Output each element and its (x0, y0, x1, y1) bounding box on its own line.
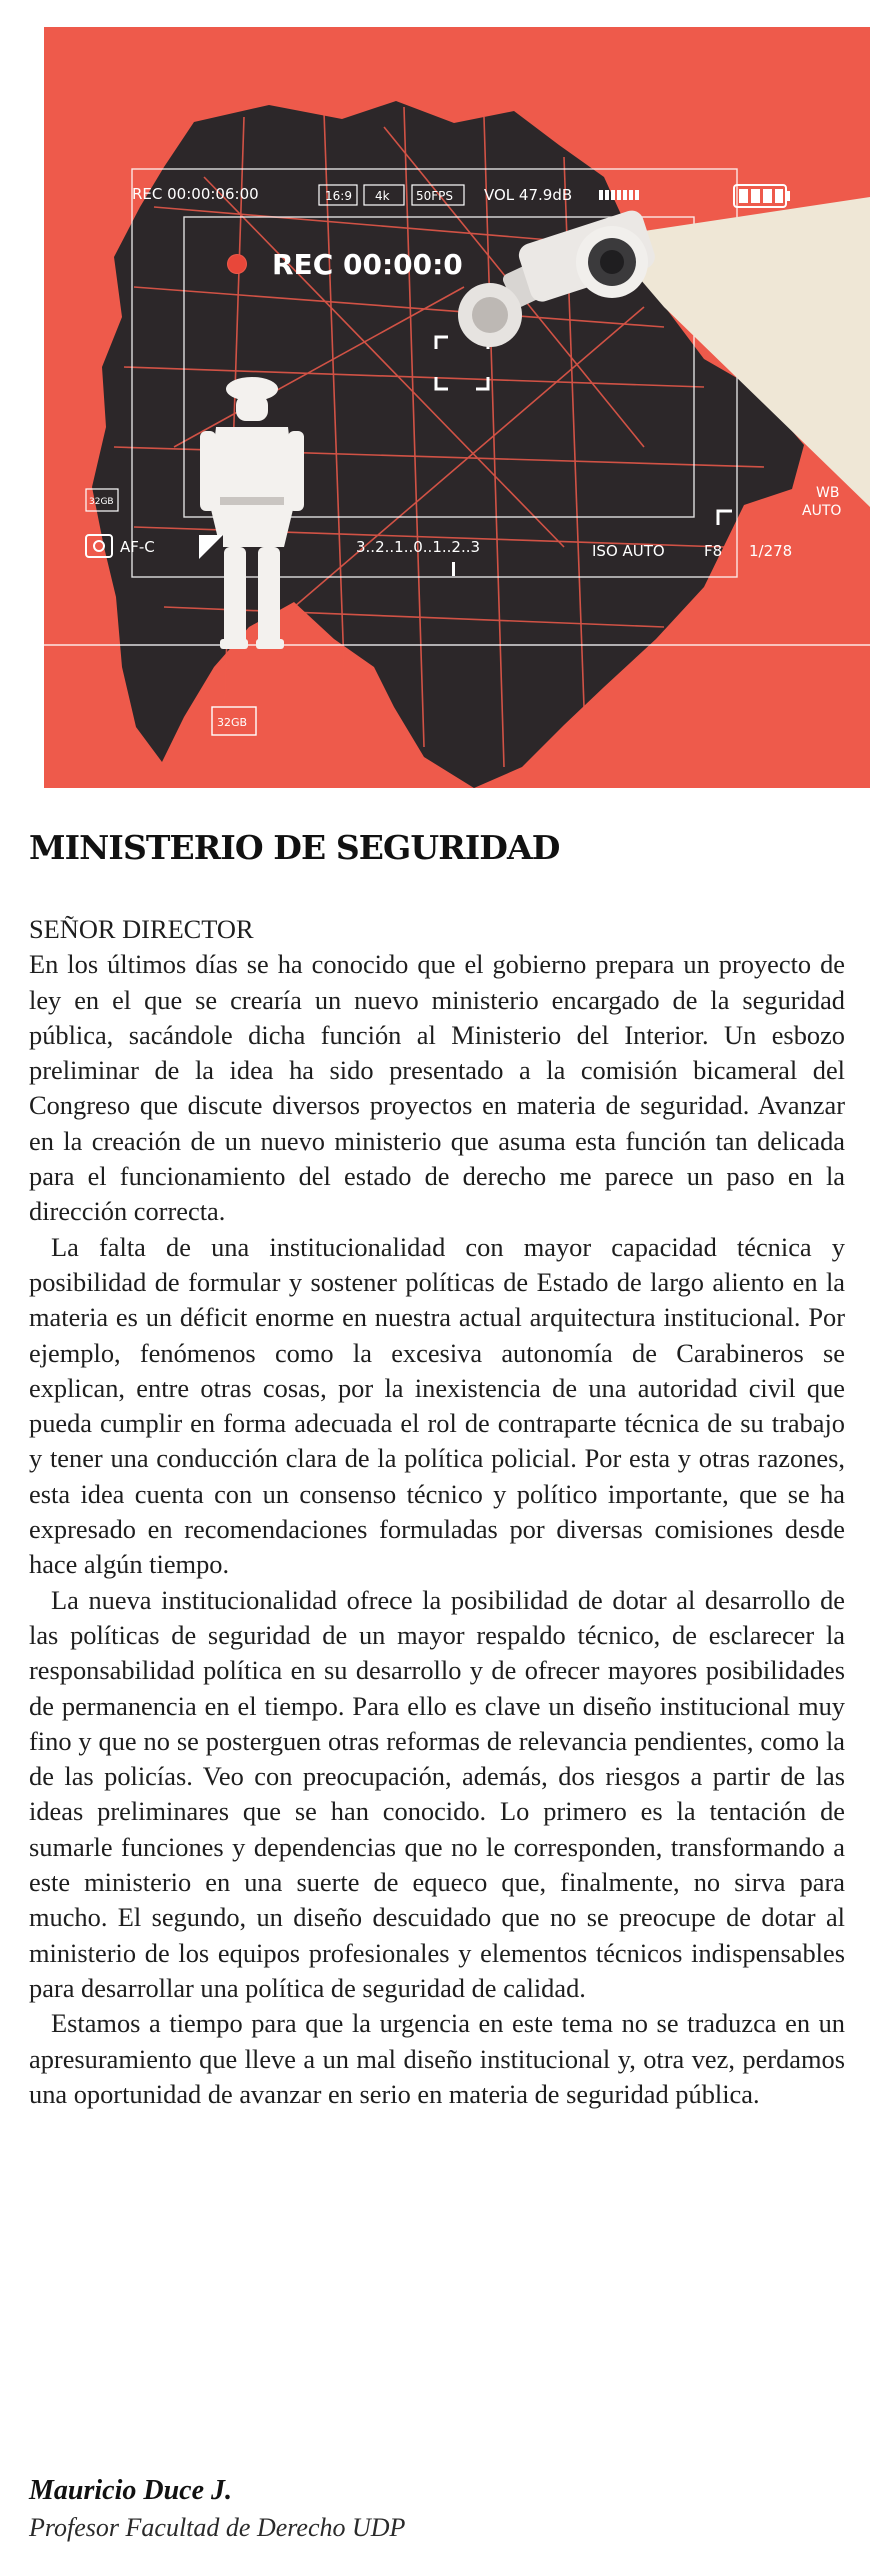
author-name: Mauricio Duce J. (29, 2475, 232, 2506)
officer-belt (220, 497, 284, 505)
rec-timecode-large: REC 00:00:0 (272, 248, 463, 281)
autofocus-mode: AF-C (120, 538, 155, 556)
exposure-icon (199, 535, 223, 559)
white-balance-value: AUTO (802, 503, 842, 519)
hud-ratio: 16:9 (325, 189, 352, 203)
card-indicator-bottom: 32GB (217, 716, 248, 729)
author-role: Profesor Facultad de Derecho UDP (29, 2513, 406, 2542)
letter-signature (29, 2472, 405, 2546)
letter-paragraph-3: La nueva institucionalidad ofrece la posibilidad de dotar al desarrollo de las políticas de seguridad de un mayor respaldo técnico, de esclarecer la responsabilidad política en su desarrollo y de ofrecer mayores posibilidades de permanencia en el tiempo. Para ello es clave un diseño institucional muy fino y que no se posterguen otras reformas de relevancia pendientes, como la de las policías. Veo con preocupación, además, dos riesgos a partir de las ideas preliminares que se han conocido. Lo primero es la tentación de sumarle funciones y dependencias que no le corresponden, transformando a este ministerio en una suerte de equeco que, finalmente, no sirva para mucho. El segundo, un diseño descuidado que no se preocupe de dotar al ministerio de los equipos profesionales y elementos técnicos indispensables para desarrollar una política de seguridad de calidad. (29, 1584, 845, 2003)
rec-dot-fill (228, 255, 246, 273)
shutter-setting: 1/278 (749, 542, 793, 560)
hud-fps: 50FPS (416, 189, 454, 203)
aperture-setting: F8 (704, 542, 723, 560)
letter-body (29, 912, 845, 2112)
hud-rec-timecode: REC 00:00:06:00 (132, 185, 259, 203)
letter-paragraph-1: En los últimos días se ha conocido que el gobierno prepara un proyecto de ley en el que se crearía un nuevo ministerio encargado de la seguridad pública, sacándole dicha función al Ministerio del Interior. Un esbozo preliminar de la idea ha sido presentado a la comisión bicameral del Congreso que discute diversos proyectos en materia de seguridad. Avanzar en la creación de un nuevo ministerio que asuma esta función tan delicada para el funcionamiento del estado de derecho me parece un paso en la dirección correcta. (29, 949, 845, 1227)
hud-volume: VOL 47.9dB (484, 186, 573, 204)
white-balance-label: WB (816, 485, 840, 501)
letter-paragraph-2: La falta de una institucionalidad con mayor capacidad técnica y posibilidad de formular y sostener políticas de Estado de largo aliento en la materia es un déficit enorme en nuestra actual arquitectura institucional. Por ejemplo, fenómenos como la excesiva autonomía de Carabineros se explican, entre otras cosas, por la inexistencia de una autoridad civil que pueda cumplir en forma adecuada el rol de contraparte técnica de su trabajo y tener una conducción clara de la política policial. Por esta y otras razones, esta idea cuenta con un consenso técnico y político importante, que se ha expresado en recomendaciones formuladas por diversas comisiones desde hace algún tiempo. (29, 1231, 845, 1580)
surveillance-camera-viewfinder-graphic (44, 27, 870, 788)
exposure-marker (452, 562, 455, 576)
letter-salutation: SEÑOR DIRECTOR (29, 914, 254, 944)
iso-setting: ISO AUTO (592, 542, 665, 560)
audio-level-bars (599, 190, 639, 200)
letter-paragraph-4: Estamos a tiempo para que la urgencia en este tema no se traduzca en un apresuramiento que lleve a un mal diseño institucional y, otra vez, perdamos una oportunidad de avanzar en serio en materia de seguridad pública. (29, 2008, 845, 2109)
article-illustration (44, 27, 870, 788)
hud-resolution: 4k (375, 189, 390, 203)
card-indicator-top: 32GB (89, 497, 114, 507)
exposure-scale: 3..2..1..0..1..2..3 (356, 538, 481, 556)
article-headline: MINISTERIO DE SEGURIDAD (29, 828, 560, 867)
